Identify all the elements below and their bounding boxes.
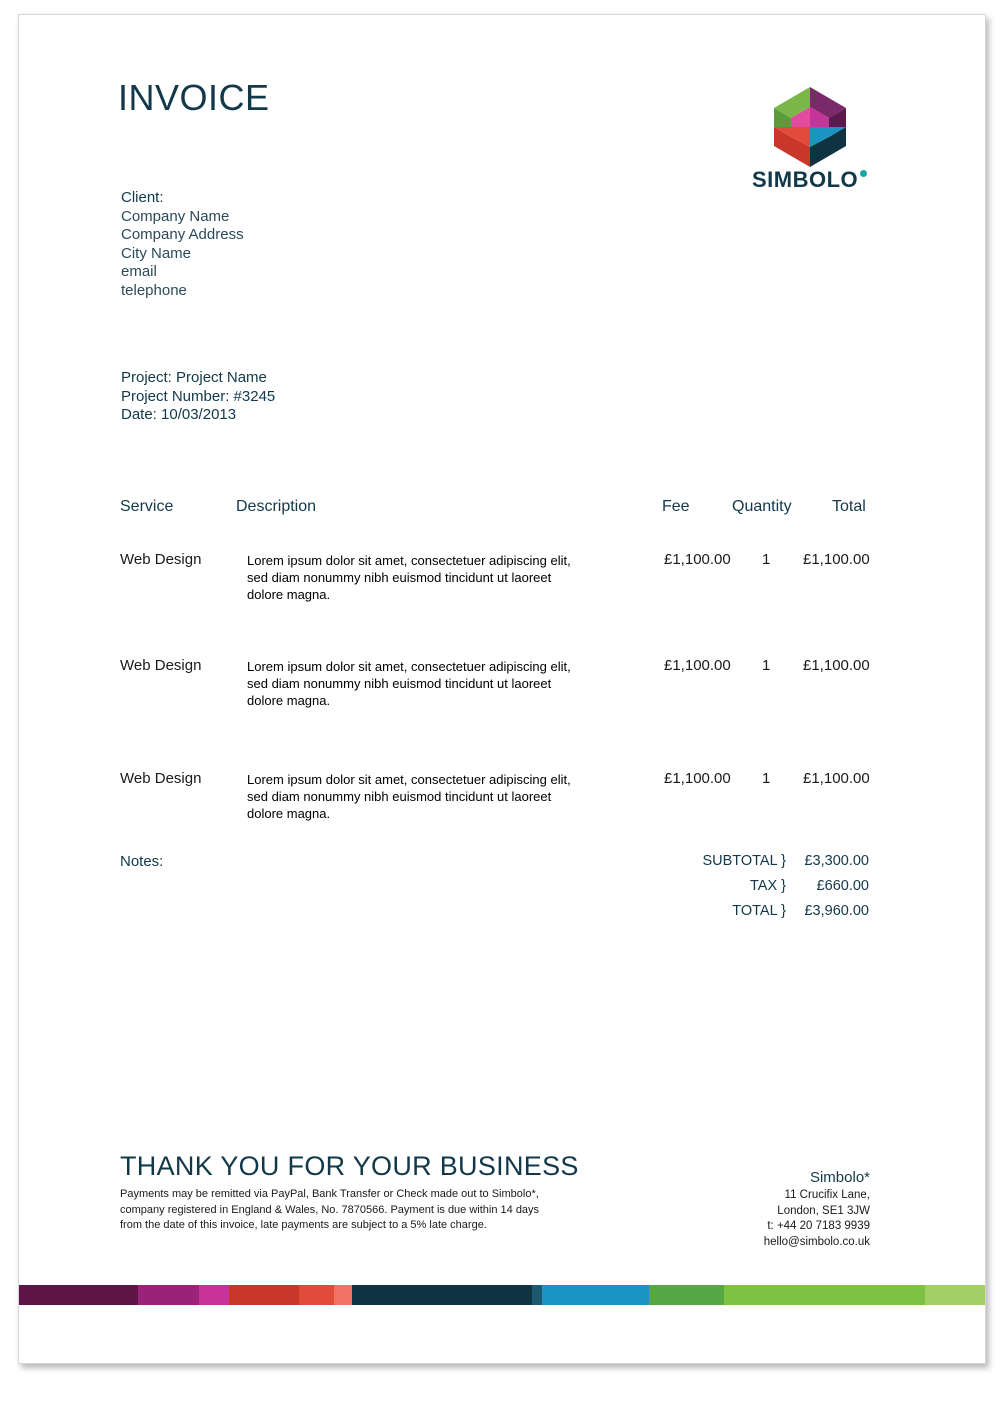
row-description: Lorem ipsum dolor sit amet, consectetuer adipiscing elit, sed diam nonummy nibh euismod tincidunt ut laoreet dolore magna.	[247, 772, 571, 821]
client-label: Client:	[121, 189, 164, 206]
stripe-segment	[925, 1285, 985, 1305]
client-company-name: Company Name	[121, 207, 230, 225]
stripe-segment	[19, 1285, 138, 1305]
company-address-1: 11 Crucifix Lane,	[784, 1189, 870, 1201]
thank-you-heading: THANK YOU FOR YOUR BUSINESS	[120, 1151, 579, 1181]
header-description: Description	[236, 498, 317, 515]
row-total: £1,100.00	[803, 551, 870, 568]
row-quantity: 1	[762, 551, 771, 568]
row-service: Web Design	[120, 770, 202, 787]
row-fee: £1,100.00	[664, 657, 731, 674]
stripe-segment	[352, 1285, 532, 1305]
header-quantity: Quantity	[732, 498, 792, 515]
row-quantity: 1	[762, 770, 771, 787]
stripe-segment	[334, 1285, 352, 1305]
client-city: City Name	[121, 244, 192, 262]
row-total: £1,100.00	[803, 770, 870, 787]
header-service: Service	[120, 498, 174, 515]
row-fee: £1,100.00	[664, 551, 731, 568]
company-contact	[764, 1169, 870, 1250]
row-total: £1,100.00	[803, 657, 870, 674]
subtotal-value: £3,300.00	[804, 853, 869, 869]
invoice-page	[18, 14, 986, 1364]
total-value: £3,960.00	[804, 903, 869, 919]
client-company-address: Company Address	[121, 226, 244, 243]
stripe-segment	[542, 1285, 649, 1305]
header-total: Total	[832, 498, 866, 515]
row-service: Web Design	[120, 657, 202, 674]
row-description: Lorem ipsum dolor sit amet, consectetuer adipiscing elit, sed diam nonummy nibh euismod tincidunt ut laoreet dolore magna.	[247, 659, 571, 708]
total-label: TOTAL }	[732, 903, 786, 919]
client-telephone: telephone	[121, 281, 187, 299]
stripe-segment	[724, 1285, 925, 1305]
subtotal-label: SUBTOTAL }	[702, 853, 786, 869]
notes-label: Notes:	[120, 853, 164, 870]
row-quantity: 1	[762, 657, 771, 674]
company-logo	[752, 87, 872, 193]
logo-wordmark: SIMBOLO	[752, 167, 859, 192]
header-fee: Fee	[662, 498, 690, 515]
client-email: email	[121, 263, 157, 280]
company-address-2: London, SE1 3JW	[777, 1204, 870, 1217]
stripe-segment	[299, 1285, 334, 1305]
client-block	[121, 189, 244, 300]
project-number: Project Number: #3245	[121, 387, 276, 405]
stripe-segment	[532, 1285, 542, 1305]
tax-label: TAX }	[750, 878, 786, 894]
logo-dot-icon	[860, 170, 867, 177]
company-name: Simbolo*	[809, 1169, 870, 1186]
project-name: Project: Project Name	[121, 369, 267, 386]
company-phone: t: +44 20 7183 9939	[767, 1220, 870, 1232]
project-block	[121, 369, 275, 425]
row-service: Web Design	[120, 551, 202, 568]
invoice-title: INVOICE	[118, 77, 270, 118]
hexagon-logo-icon	[772, 87, 848, 167]
payment-terms: Payments may be remitted via PayPal, Bank Transfer or Check made out to Simbolo*, company registered in England & Wales, No. 7870566. Payment is due within 14 days from the date of this invoice, late payments are subject to a 5% late charge.	[120, 1188, 540, 1231]
stripe-segment	[229, 1285, 299, 1305]
row-description: Lorem ipsum dolor sit amet, consectetuer adipiscing elit, sed diam nonummy nibh euismod tincidunt ut laoreet dolore magna.	[247, 553, 571, 602]
stripe-segment	[649, 1285, 724, 1305]
stripe-segment	[199, 1285, 229, 1305]
color-stripe	[19, 1285, 985, 1305]
company-email: hello@simbolo.co.uk	[763, 1235, 870, 1248]
stripe-segment	[138, 1285, 199, 1305]
tax-value: £660.00	[816, 878, 869, 894]
project-date: Date: 10/03/2013	[121, 406, 237, 423]
row-fee: £1,100.00	[664, 770, 731, 787]
